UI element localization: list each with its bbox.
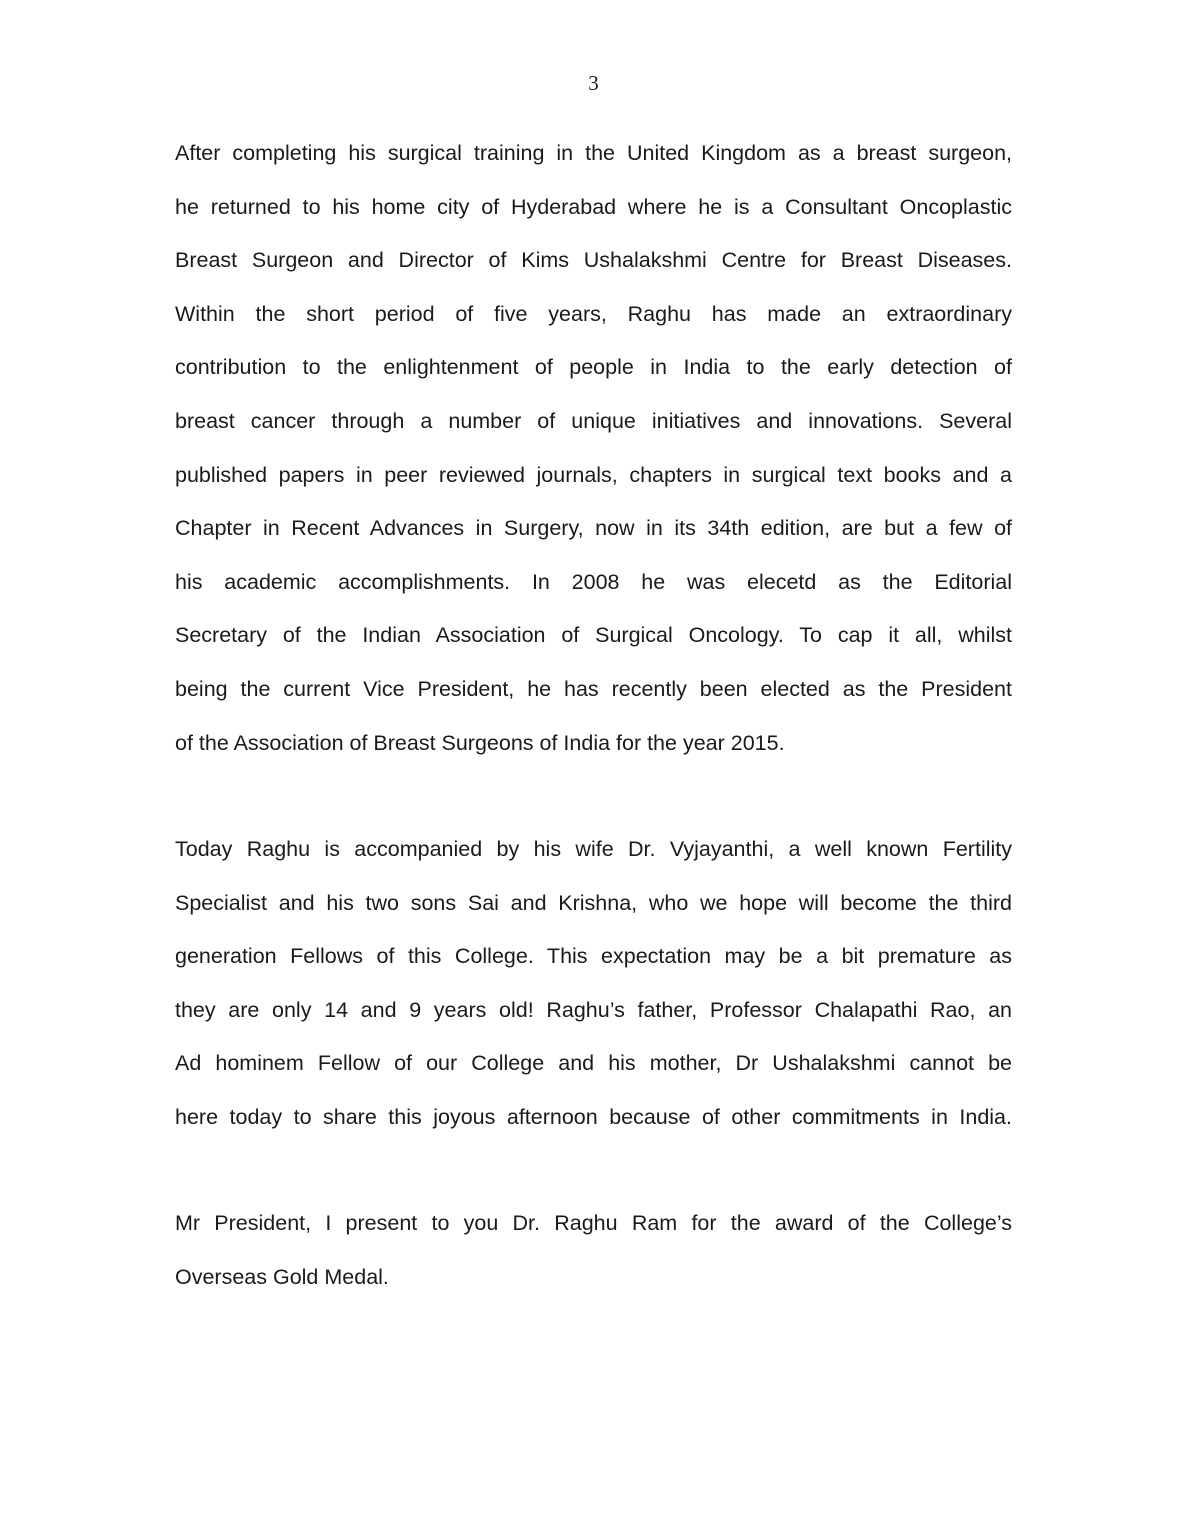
text-line: generation Fellows of this College. This expectation may be a bit premature as — [175, 944, 1012, 969]
text-line: he returned to his home city of Hyderabad where he is a Consultant Oncoplastic — [175, 194, 1012, 219]
text-line: Secretary of the Indian Association of Surgical Oncology. To cap it all, whilst — [175, 623, 1012, 648]
text-line: breast cancer through a number of unique initiatives and innovations. Several — [175, 408, 1012, 433]
text-line: of the Association of Breast Surgeons of India for the year 2015. — [175, 730, 785, 755]
text-line: Specialist and his two sons Sai and Krishna, who we hope will become the third — [175, 890, 1012, 915]
text-line: his academic accomplishments. In 2008 he was elecetd as the Editorial — [175, 569, 1012, 594]
paragraph-presentation — [175, 1210, 1012, 1317]
text-line: Breast Surgeon and Director of Kims Ushalakshmi Centre for Breast Diseases. — [175, 248, 1012, 273]
paragraph-career — [175, 140, 1012, 783]
text-line: here today to share this joyous afternoon because of other commitments in India. — [175, 1104, 1012, 1129]
text-line: being the current Vice President, he has recently been elected as the President — [175, 676, 1012, 701]
text-line: Within the short period of five years, Raghu has made an extraordinary — [175, 301, 1012, 326]
text-line: published papers in peer reviewed journals, chapters in surgical text books and a — [175, 462, 1012, 487]
text-line: Ad hominem Fellow of our College and his mother, Dr Ushalakshmi cannot be — [175, 1051, 1012, 1076]
text-line: Mr President, I present to you Dr. Raghu Ram for the award of the College’s — [175, 1211, 1012, 1235]
text-line: Today Raghu is accompanied by his wife Dr. Vyjayanthi, a well known Fertility — [175, 837, 1012, 861]
text-line: Overseas Gold Medal. — [175, 1264, 389, 1289]
text-line: After completing his surgical training in the United Kingdom as a breast surgeon, — [175, 141, 1012, 165]
text-line: they are only 14 and 9 years old! Raghu’s father, Professor Chalapathi Rao, an — [175, 997, 1012, 1022]
text-line: contribution to the enlightenment of people in India to the early detection of — [175, 355, 1012, 380]
page-number: 3 — [588, 71, 599, 95]
text-line: Chapter in Recent Advances in Surgery, now in its 34th edition, are but a few of — [175, 516, 1012, 541]
paragraph-family — [175, 836, 1012, 1158]
